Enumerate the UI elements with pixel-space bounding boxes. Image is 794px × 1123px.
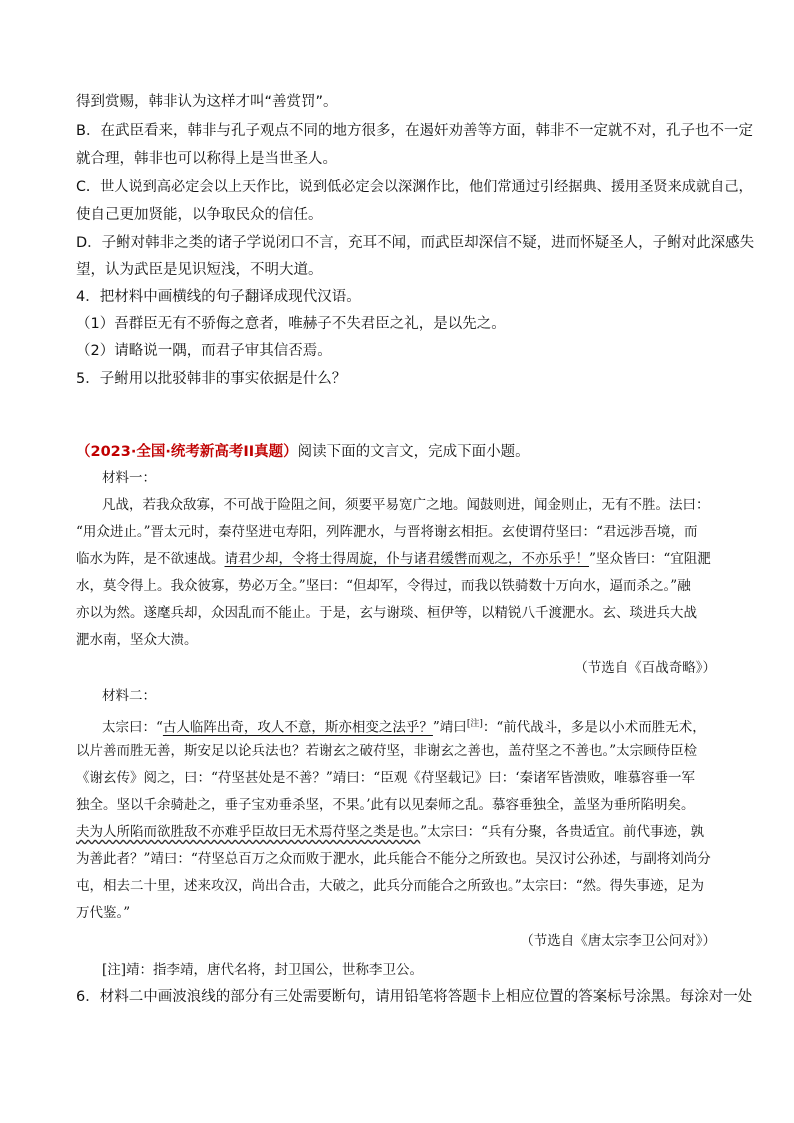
material-2-line: 独全。坚以千余骑赴之，垂子宝劝垂杀坚，不果。’此有以见秦师之乱。慕容垂独全，盖坚为垂所陷明矣。 [76, 797, 695, 813]
source-citation: （节选自《百战奇略》） [574, 660, 716, 676]
material-1-line: 亦以为然。遂麾兵却，众因乱而不能止。于是，玄与谢琰、桓伊等，以精锐八千渡淝水。玄、琰进兵大战 [76, 605, 697, 621]
text-segment: ”坚众皆曰：“宜阻淝 [589, 551, 711, 567]
option-b-line1: B．在武臣看来，韩非与孔子观点不同的地方很多，在遏奸劝善等方面，韩非不一定就不对，孔子也不一定 [76, 123, 753, 139]
option-d-line1: D．子鲋对韩非之类的诸子学说闭口不言，充耳不闻，而武臣却深信不疑，进而怀疑圣人，子鲋对此深感失 [76, 235, 755, 251]
material-1-line [76, 549, 711, 569]
material-1-line: 水，莫令得上。我众彼寡，势必万全。”坚曰：“但却军，令得过，而我以铁骑数十万向水，逼而杀之。”融 [76, 578, 691, 594]
footnote: [注]靖：指李靖，唐代名将，封卫国公，世称李卫公。 [102, 962, 424, 978]
wavy-underlined-sentence: 夫为人所陷而欲胜敌不亦难乎臣故曰无术焉苻坚之类是也。 [76, 824, 421, 840]
material-2-line: 万代鉴。” [76, 905, 131, 921]
text-segment: ：“前代战斗，多是以小术而胜无术， [482, 719, 706, 736]
material-1-line: “用众进止。”晋太元时，秦苻坚进屯寿阳，列阵淝水，与晋将谢玄相拒。玄使谓苻坚曰：“君远涉吾境，而 [76, 524, 698, 540]
note-marker: [注] [466, 719, 483, 729]
text-segment: ”太宗曰：“兵有分聚，各贵适宜。前代事迹，孰 [420, 824, 705, 840]
source-tag: （2023·全国·统考新高考II真题） [76, 444, 298, 460]
text-segment: 太宗曰：“ [102, 719, 163, 736]
question-4-part1: （1）吾群臣无有不骄侮之意者，唯赫子不失君臣之礼，是以先之。 [76, 316, 506, 332]
text-segment: 临水为阵，是不欲速战。 [76, 551, 225, 567]
underlined-sentence: 古人临阵出奇，攻人不意，斯亦相变之法乎？ [162, 719, 433, 736]
material-2-line [102, 714, 706, 738]
text-segment: ”靖曰 [432, 719, 467, 736]
material-2-line [76, 822, 704, 842]
question-6: 6．材料二中画波浪线的部分有三处需要断句，请用铅笔将答题卡上相应位置的答案标号涂黑。每涂对一处 [76, 989, 753, 1005]
material-1-label: 材料一： [102, 470, 156, 486]
material-2-line: 屯，相去二十里，述来攻汉，尚出合击，大破之，此兵分而能合之所致也。”太宗曰：“然。得失事迹，足为 [76, 878, 705, 894]
material-2-line: 为善此者？”靖曰：“苻坚总百万之众而败于淝水，此兵能合不能分之所致也。吴汉讨公孙述，与副将刘尚分 [76, 851, 711, 867]
material-2-label: 材料二： [102, 688, 156, 704]
material-2-line: 以片善而胜无善，斯安足以论兵法也？若谢玄之破苻坚，非谢玄之善也，盖苻坚之不善也。”太宗顾侍臣检 [76, 743, 698, 759]
material-1-line: 凡战，若我众敌寡，不可战于险阻之间，须要平易宽广之地。闻鼓则进，闻金则止，无有不胜。法曰： [102, 497, 710, 513]
passage-instruction: 阅读下面的文言文，完成下面小题。 [297, 444, 530, 460]
source-citation: （节选自《唐太宗李卫公问对》） [520, 933, 716, 949]
option-b-line2: 就合理，韩非也可以称得上是当世圣人。 [76, 151, 337, 167]
underlined-sentence: 请君少却，令将士得周旋，仆与诸君缓辔而观之，不亦乐乎！ [224, 551, 589, 567]
option-c-line1: C．世人说到高必定会以上天作比，说到低必定会以深渊作比，他们常通过引经据典、援用圣贤来成就自己， [76, 179, 753, 195]
option-d-line2: 望，认为武臣是见识短浅，不明大道。 [76, 262, 323, 278]
option-c-line2: 使自己更加贤能，以争取民众的信任。 [76, 207, 323, 223]
question-4: 4．把材料中画横线的句子翻译成现代汉语。 [76, 289, 361, 305]
option-a-continuation: 得到赏赐，韩非认为这样才叫“善赏罚”。 [76, 94, 338, 110]
question-5: 5．子鲋用以批驳韩非的事实依据是什么？ [76, 371, 347, 387]
material-1-line: 淝水南，坚众大溃。 [76, 632, 198, 648]
passage-header [76, 442, 530, 462]
question-4-part2: （2）请略说一隅，而君子审其信否焉。 [76, 343, 332, 359]
material-2-line: 《谢玄传》阅之，曰：“苻坚甚处是不善？”靖曰：“臣观《苻坚载记》曰：‘秦诸军皆溃败，唯慕容垂一军 [76, 770, 695, 786]
